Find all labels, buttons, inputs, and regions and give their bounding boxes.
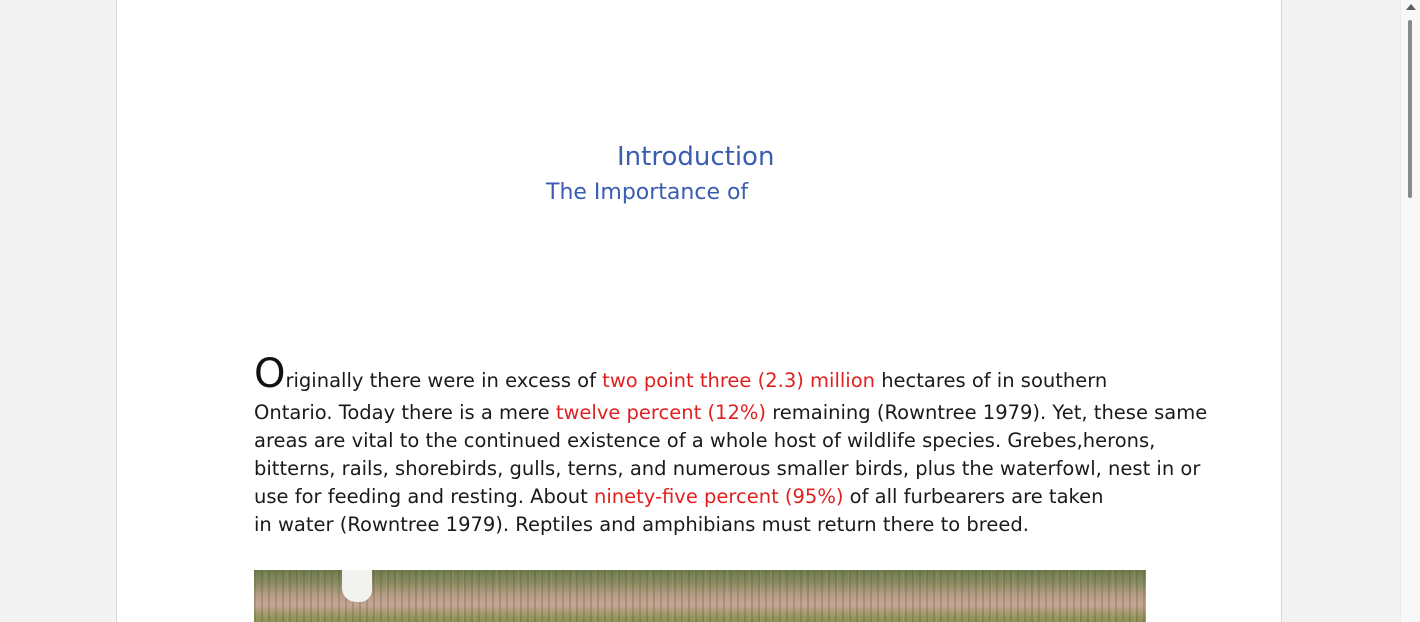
document-page bbox=[116, 0, 1282, 622]
page-title: Introduction bbox=[617, 142, 775, 172]
line-2-text-a: Ontario. Today there is a mere bbox=[254, 401, 556, 424]
paragraph-line-4: bitterns, rails, shorebirds, gulls, terns, and numerous smaller birds, plus the waterfowl, nest in or bbox=[254, 457, 1201, 480]
line-1-text-b: hectares of in southern bbox=[875, 369, 1108, 392]
paragraph-line-1 bbox=[254, 351, 1154, 399]
paragraph-line-5 bbox=[254, 483, 1154, 511]
highlight-hectares: two point three (2.3) million bbox=[602, 369, 875, 392]
intro-paragraph bbox=[254, 351, 1208, 539]
scroll-up-arrow-icon[interactable] bbox=[1406, 4, 1416, 10]
vertical-scrollbar[interactable] bbox=[1400, 0, 1420, 622]
drop-cap: O bbox=[254, 351, 286, 397]
paragraph-line-3: areas are vital to the continued existence of a whole host of wildlife species. Grebes,herons, bbox=[254, 429, 1156, 452]
paragraph-line-6: in water (Rowntree 1979). Reptiles and amphibians must return there to breed. bbox=[254, 513, 1029, 536]
wetland-photo bbox=[254, 570, 1146, 622]
line-5-text-a: use for feeding and resting. About bbox=[254, 485, 594, 508]
highlight-furbearers: ninety-five percent (95%) bbox=[594, 485, 844, 508]
photo-bird bbox=[342, 570, 372, 602]
line-1-text-a: riginally there were in excess of bbox=[285, 369, 603, 392]
photo-grass-texture bbox=[254, 570, 1146, 622]
line-5-text-b: of all furbearers are taken bbox=[843, 485, 1104, 508]
scrollbar-thumb[interactable] bbox=[1408, 20, 1412, 198]
highlight-percent-remaining: twelve percent (12%) bbox=[555, 401, 766, 424]
page-subtitle: The Importance of bbox=[546, 180, 749, 205]
line-2-text-b: remaining (Rowntree 1979). Yet, these same bbox=[766, 401, 1208, 424]
paragraph-line-2 bbox=[254, 399, 1208, 427]
